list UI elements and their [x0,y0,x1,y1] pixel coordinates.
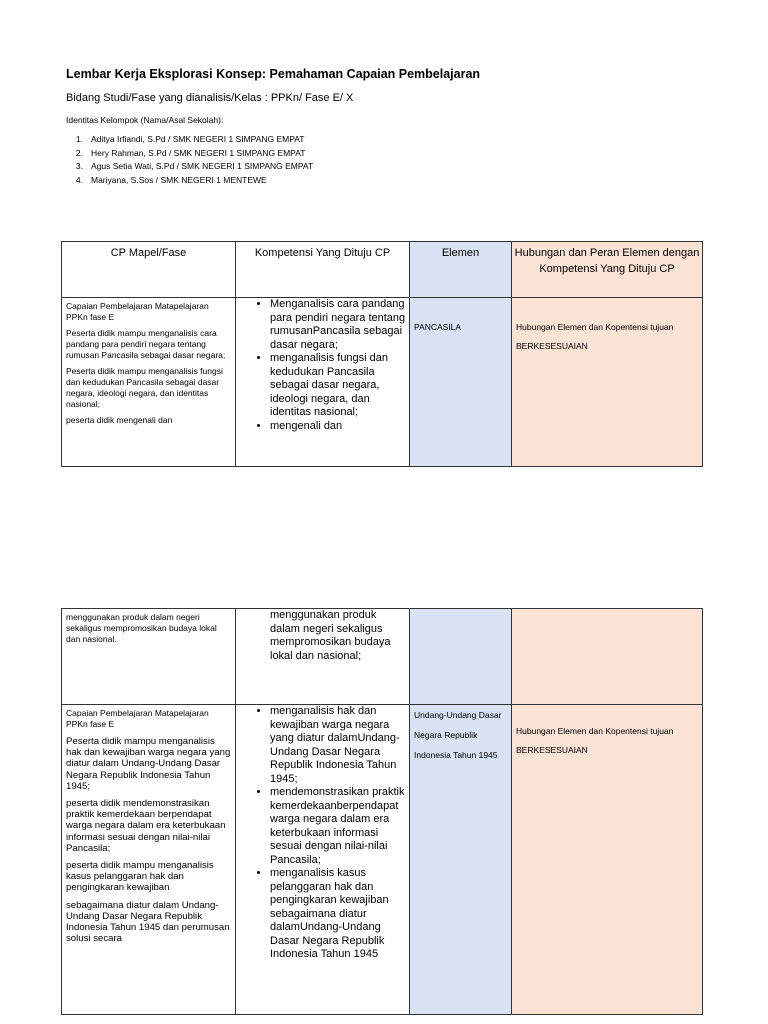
cp-table-part-2 [61,608,703,1015]
cp-cell: menggunakan produk dalam negeri sekaligus mempromosikan budaya lokal dan nasional. [62,609,236,705]
cp-table-part-1 [61,241,703,467]
list-item: 4. Mariyana, S.Sos / SMK NEGERI 1 MENTEWE [75,174,267,185]
list-item: • Menganalisis cara pandang para pendiri negara tentang rumusanPancasila sebagai dasar negara; [270,298,409,352]
list-item: • menganalisis hak dan kewajiban warga negara yang diatur dalamUndang-Undang Dasar Negara Republik Indonesia Tahun 1945; [270,705,409,786]
kompetensi-cell [236,705,410,1015]
elemen-cell [410,705,512,1015]
kompetensi-cell [236,298,410,467]
list-item: 3. Agus Setia Wati, S.Pd / SMK NEGERI 1 SIMPANG EMPAT [75,161,314,171]
list-item: • mengenali dan [270,420,409,434]
list-item: 2. Hery Rahman, S.Pd / SMK NEGERI 1 SIMPANG EMPAT [75,147,306,158]
header-hubungan: Hubungan dan Peran Elemen dengan Kompetensi Yang Dituju CP [512,242,703,298]
header-cp: CP Mapel/Fase [62,242,236,298]
header-elemen: Elemen [410,242,512,298]
hubungan-cell [512,609,703,705]
header-kompetensi: Kompetensi Yang Dituju CP [236,242,410,298]
list-item: • menganalisis fungsi dan kedudukan Pancasila sebagai dasar negara, ideologi negara, dan identitas nasional; [270,352,409,420]
elemen-label: PANCASILA [414,322,462,332]
hubungan-cell: Hubungan Elemen dan Kopentensi tujuan BERKESESUAIAN [512,705,703,1015]
subject-phase-class: Bidang Studi/Fase yang dianalisis/Kelas : PPKn/ Fase E/ X [66,92,354,104]
page-title: Lembar Kerja Eksplorasi Konsep: Pemahaman Capaian Pembelajaran [66,67,481,81]
table-row [62,705,703,1015]
group-identity-label: Identitas Kelompok (Nama/Asal Sekolah): [66,115,224,125]
cp-cell: Capaian Pembelajaran Matapelajaran PPKn fase E Peserta didik mampu menganalisis cara pandang para pendiri negara tentang rumusan Pancasila sebagai dasar negara; Peserta didik mampu menganalisis fungsi dan kedudukan Pancasila sebagai dasar negara, ideologi negara, dan identitas nasional; peserta didik mengenali dan [62,298,236,467]
kompetensi-cell: menggunakan produk dalam negeri sekaligus mempromosikan budaya lokal dan nasional; [236,609,410,705]
table-header-row [62,242,703,298]
hubungan-cell: Hubungan Elemen dan Kopentensi tujuan BERKESESUAIAN [512,298,703,467]
list-item: • mendemonstrasikan praktik kemerdekaanberpendapat warga negara dalam era keterbukaan informasi sesuai dengan nilai-nilai Pancasila; [270,786,409,867]
list-item: • menganalisis kasus pelanggaran hak dan pengingkaran kewajiban sebagaimana diatur dalamUndang-Undang Dasar Negara Republik Indonesia Tahun 1945 [270,867,409,962]
table-row [62,609,703,705]
cp-cell: Capaian Pembelajaran Matapelajaran PPKn fase E Peserta didik mampu menganalisis hak dan kewajiban warga negara yang diatur dalam Undang-Undang Dasar Negara Republik Indonesia Tahun 1945; peserta didik mendemonstrasikan praktik kemerdekaan berpendapat warga negara dalam era keterbukaan informasi sesuai dengan nilai-nilai Pancasila; peserta didik mampu menganalisis kasus pelanggaran hak dan pengingkaran kewajiban sebagaimana diatur dalam Undang-Undang Dasar Negara Republik Indonesia Tahun 1945 dan perumusan solusi secara [62,705,236,1015]
list-item: 1. Aditya Irfiandi, S.Pd / SMK NEGERI 1 SIMPANG EMPAT [75,134,305,144]
elemen-cell [410,609,512,705]
elemen-cell [410,298,512,467]
elemen-label: Undang-Undang Dasar Negara Republik Indonesia Tahun 1945 [414,710,502,760]
member-list [66,133,313,187]
table-row [62,298,703,467]
